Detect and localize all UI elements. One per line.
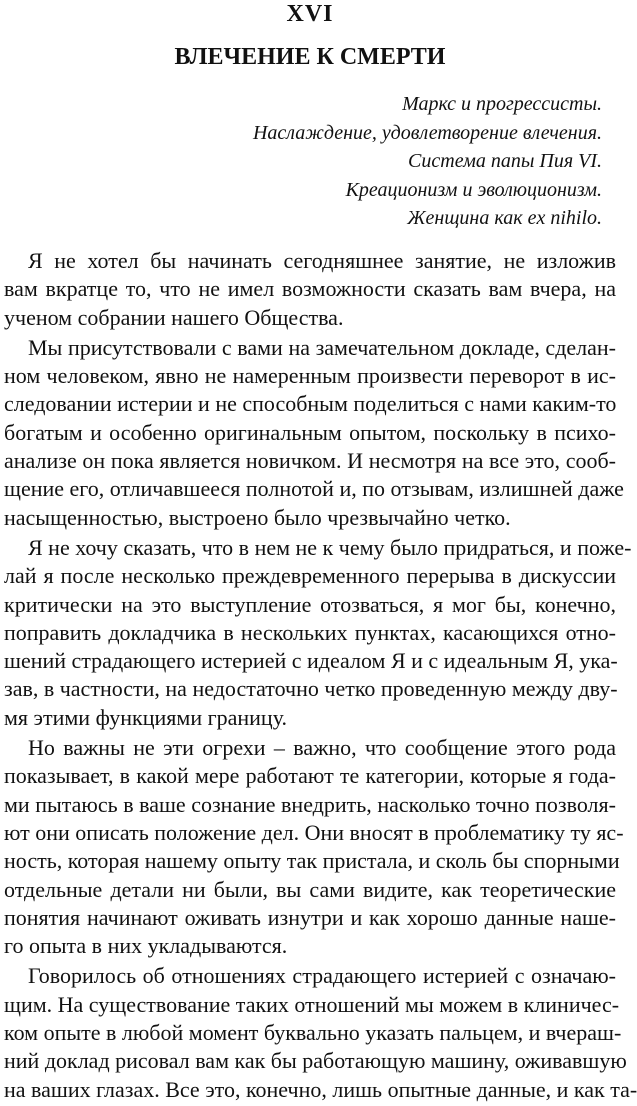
epigraph-line: Маркс и прогрессисты. xyxy=(402,93,602,115)
text-line: ученом собрании нашего Общества. xyxy=(4,304,344,330)
chapter-number: XVI xyxy=(286,1,334,27)
text-line: Но важны не эти огрехи – важно, что сообщение этого рода xyxy=(28,735,616,761)
text-line: показывает, в какой мере работают те категории, которые я года- xyxy=(4,763,616,789)
text-line: богатым и особенно оригинальным опытом, поскольку в психо- xyxy=(4,419,616,445)
text-line: вам вкратце то, что не имел возможности сказать вам вчера, на xyxy=(4,276,616,302)
paragraph-2 xyxy=(4,334,624,532)
text-line: ность, которая нашему опыту так пристала, и сколь бы спорными xyxy=(4,848,620,874)
text-line: Я не хотел бы начинать сегодняшнее занятие, не изложив xyxy=(28,248,616,273)
text-line: следовании истерии и не способным поделиться с нами каким-то xyxy=(4,391,617,417)
text-line: лай я после несколько преждевременного перерыва в дискуссии xyxy=(4,563,616,589)
text-line: щение его, отличавшееся полнотой и, по отзывам, излишней даже xyxy=(4,476,624,502)
paragraph-1 xyxy=(4,247,616,332)
text-line: ном человеком, явно не намеренным произвести переворот в ис- xyxy=(4,363,616,389)
text-line: щим. На существование таких отношений мы можем в клиничес- xyxy=(4,991,620,1017)
text-line: ми пытаюсь в ваше сознание внедрить, насколько точно позволя- xyxy=(4,791,616,817)
text-line: понятия начинают оживать изнутри и как хорошо данные наше- xyxy=(4,904,616,930)
epigraph-line: Наслаждение, удовлетворение влечения. xyxy=(252,121,602,144)
text-line: отдельные детали ни были, вы сами видите, как теоретические xyxy=(4,876,616,902)
body-text xyxy=(4,247,637,1106)
text-line: ют они описать положение дел. Они вносят в проблематику ту яс- xyxy=(4,819,624,845)
epigraph-line: Женщина как ex nihilo. xyxy=(407,207,602,229)
text-line: ний доклад рисовал вам как бы работающую машину, оживавшую xyxy=(4,1048,627,1074)
epigraph-line: Система папы Пия VI. xyxy=(408,150,602,172)
text-line: зав, в частности, на недостаточно четко проведенную между дву- xyxy=(4,676,618,702)
text-line: Мы присутствовали с вами на замечательном докладе, сделан- xyxy=(28,334,616,360)
epigraph-line: Креационизм и эволюционизм. xyxy=(345,178,602,201)
text-line: поправить докладчика в нескольких пунктах, касающихся отно- xyxy=(4,619,616,645)
text-line: насыщенностью, выстроено было чрезвычайно четко. xyxy=(4,504,511,530)
paragraph-5 xyxy=(4,962,637,1103)
chapter-title: ВЛЕЧЕНИЕ К СМЕРТИ xyxy=(174,44,446,70)
text-line: Говорилось об отношениях страдающего истерией с означаю- xyxy=(28,963,616,989)
text-line: Я не хочу сказать, что в нем не к чему было придраться, и поже- xyxy=(28,534,632,560)
text-line: на ваших глазах. Все это, конечно, лишь опытные данные, и как та- xyxy=(4,1076,637,1102)
paragraph-4 xyxy=(4,734,624,960)
text-line: го опыта в них укладываются. xyxy=(4,933,288,959)
text-line: критически на это выступление отозваться, я мог бы, конечно, xyxy=(4,591,616,617)
epigraph xyxy=(82,90,602,233)
text-line: шений страдающего истерией с идеалом Я и с идеальным Я, ука- xyxy=(4,648,618,674)
text-line: анализе он пока является новичком. И несмотря на все это, сооб- xyxy=(4,448,616,474)
text-line: мя этими функциями границу. xyxy=(4,704,288,730)
text-line: ком опыте в любой момент буквально указать пальцем, и вчераш- xyxy=(4,1020,622,1046)
paragraph-3 xyxy=(4,534,632,732)
